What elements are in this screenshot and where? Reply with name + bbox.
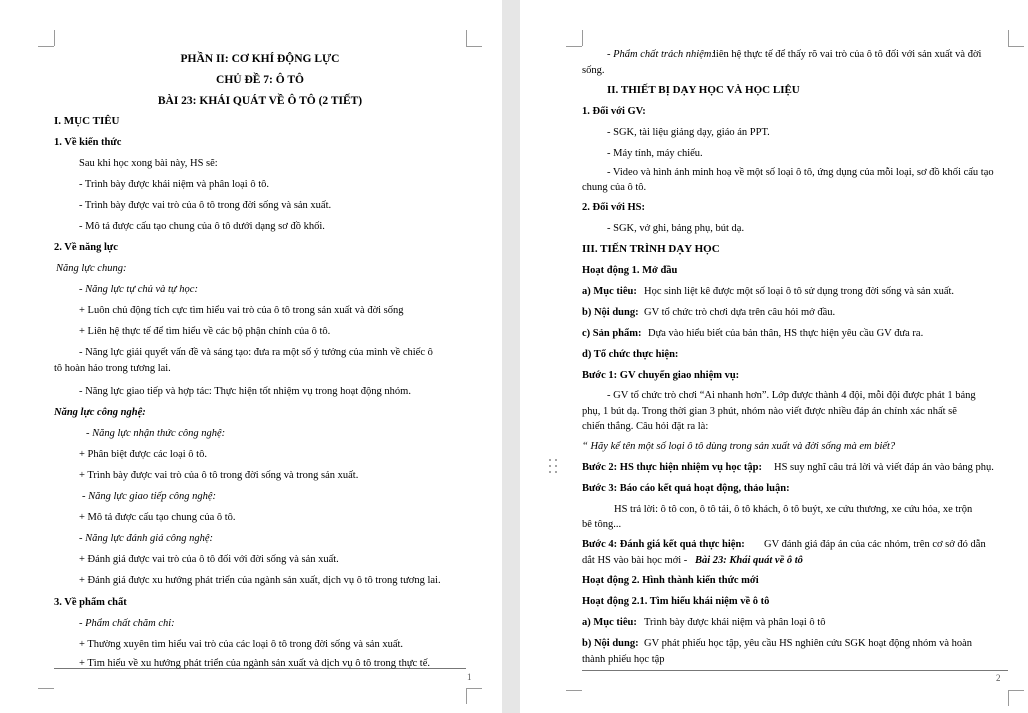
text-line: chung của ô tô.: [582, 182, 647, 193]
page-number: 2: [996, 673, 1001, 683]
text-line: + Đánh giá được xu hướng phát triển của ngành sản xuất, dịch vụ ô tô trong tương lai.: [79, 575, 441, 586]
crop-mark-top-right-h: [466, 30, 467, 46]
text-line: - Năng lực giao tiếp công nghệ:: [82, 491, 217, 502]
text-line: - Mô tả được cấu tạo chung của ô tô dưới dạng sơ đồ khối.: [79, 221, 325, 232]
text-line: - Năng lực giải quyết vấn đề và sáng tạo: đưa ra một số ý tưởng của mình về chiếc ô: [79, 347, 433, 358]
text-line: 2. Đối với HS:: [582, 202, 645, 213]
crop-mark-bottom-right-h: [1008, 690, 1024, 691]
crop-mark-bottom-right-v: [466, 688, 467, 704]
footer-rule: [582, 670, 1008, 671]
text-line: dắt HS vào bài học mới -: [582, 555, 688, 566]
text-line: - Năng lực tự chủ và tự học:: [79, 284, 198, 295]
text-line: III. TIẾN TRÌNH DẠY HỌC: [582, 243, 720, 255]
text-line: a) Mục tiêu:: [582, 617, 637, 628]
text-line: - Video và hình ảnh minh hoạ về một số loại ô tô, ứng dụng của mỗi loại, sơ đồ khối cấu tạo: [607, 167, 994, 178]
crop-mark-bottom-left-h: [566, 690, 582, 691]
text-line: + Trình bày được vai trò của ô tô trong đời sống và trong sản xuất.: [79, 470, 359, 481]
crop-mark-top-right-v: [466, 46, 482, 47]
crop-mark-bottom-right-h: [466, 688, 482, 689]
text-line: a) Mục tiêu:: [582, 286, 637, 297]
page-number: 1: [467, 672, 472, 682]
text-line: Trình bày được khái niệm và phân loại ô tô: [644, 617, 826, 628]
text-line: Bước 1: GV chuyển giao nhiệm vụ:: [582, 370, 740, 381]
text-line: - Máy tính, máy chiếu.: [607, 148, 703, 159]
text-line: + Mô tả được cấu tạo chung của ô tô.: [79, 512, 236, 523]
text-line: thành phiếu học tập: [582, 654, 665, 665]
crop-mark-top-left-h: [582, 30, 583, 46]
text-line: + Liên hệ thực tế để tìm hiểu về các bộ phận chính của ô tô.: [79, 326, 331, 337]
crop-mark-top-left-h: [54, 30, 55, 46]
text-line: 1. Đối với GV:: [582, 106, 646, 117]
text-line: b) Nội dung:: [582, 307, 639, 318]
drag-handle-icon[interactable]: [549, 459, 559, 475]
text-line: HS suy nghĩ câu trả lời và viết đáp án vào bảng phụ.: [774, 462, 994, 473]
text-line: 2. Về năng lực: [54, 242, 118, 253]
text-line: GV tổ chức trò chơi dựa trên câu hỏi mở đầu.: [644, 307, 836, 318]
text-line: Sau khi học xong bài này, HS sẽ:: [79, 158, 218, 169]
text-line: Hoạt động 1. Mở đầu: [582, 265, 678, 276]
text-line: - Phẩm chất trách nhiệm:: [607, 49, 715, 60]
text-line: Bước 2: HS thực hiện nhiệm vụ học tập:: [582, 462, 763, 473]
text-line: + Phân biệt được các loại ô tô.: [79, 449, 207, 460]
crop-mark-top-right-h: [1008, 30, 1009, 46]
text-line: + Luôn chủ động tích cực tìm hiểu vai trò của ô tô trong sản xuất và đời sống: [79, 305, 404, 316]
text-line: PHẦN II: CƠ KHÍ ĐỘNG LỰC: [180, 53, 340, 65]
text-line: - Năng lực nhận thức công nghệ:: [86, 428, 226, 439]
text-line: Hoạt động 2.1. Tìm hiểu khái niệm về ô tô: [582, 596, 770, 607]
text-line: c) Sản phẩm:: [582, 328, 642, 339]
text-line: GV đánh giá đáp án của các nhóm, trên cơ sở đó dẫn: [764, 539, 986, 550]
text-line: liên hệ thực tế để thấy rõ vai trò của ô tô đối với sản xuất và đời: [713, 49, 982, 60]
document-page-1[interactable]: [0, 0, 502, 713]
text-line: - Năng lực đánh giá công nghệ:: [79, 533, 214, 544]
text-line: - SGK, vở ghi, bảng phụ, bút dạ.: [607, 223, 745, 234]
text-line: 1. Về kiến thức: [54, 137, 122, 148]
crop-mark-top-right-v: [1008, 46, 1024, 47]
text-line: “ Hãy kể tên một số loại ô tô dùng trong sản xuất và đời sống mà em biết?: [582, 441, 896, 452]
text-line: HS trả lời: ô tô con, ô tô tải, ô tô khách, ô tô buýt, xe cứu thương, xe cứu hỏa, xe trộn: [614, 504, 973, 515]
text-line: + Đánh giá được vai trò của ô tô đối với đời sống và sản xuất.: [79, 554, 339, 565]
text-line: b) Nội dung:: [582, 638, 639, 649]
text-line: - Năng lực giao tiếp và hợp tác: Thực hiện tốt nhiệm vụ trong hoạt động nhóm.: [79, 386, 411, 397]
text-line: Dựa vào hiểu biết của bản thân, HS thực hiện yêu cầu GV đưa ra.: [648, 328, 924, 339]
text-line: Bài 23: Khái quát về ô tô: [695, 555, 803, 566]
crop-mark-top-left-v: [566, 46, 582, 47]
text-line: I. MỤC TIÊU: [54, 115, 120, 127]
crop-mark-top-left-v: [38, 46, 54, 47]
text-line: - GV tổ chức trò chơi “Ai nhanh hơn”. Lớp được thành 4 đội, mỗi đội được phát 1 bảng: [607, 390, 976, 401]
text-line: Học sinh liệt kê được một số loại ô tô sử dụng trong đời sống và sản xuất.: [644, 286, 955, 297]
text-line: Hoạt động 2. Hình thành kiến thức mới: [582, 575, 759, 586]
crop-mark-bottom-left-h: [38, 688, 54, 689]
text-line: CHỦ ĐỀ 7: Ô TÔ: [216, 74, 304, 86]
text-line: - Trình bày được khái niệm và phân loại ô tô.: [79, 179, 270, 190]
text-line: Bước 3: Báo cáo kết quả hoạt động, thảo luận:: [582, 483, 790, 494]
text-line: GV phát phiếu học tập, yêu cầu HS nghiên cứu SGK hoạt động nhóm và hoàn: [644, 638, 973, 649]
text-line: bê tông...: [582, 519, 622, 530]
text-line: Năng lực công nghệ:: [54, 407, 146, 418]
text-line: - Trình bày được vai trò của ô tô trong đời sống và sản xuất.: [79, 200, 332, 211]
text-line: Năng lực chung:: [56, 263, 127, 274]
text-line: chiến thắng. Câu hỏi đặt ra là:: [582, 421, 709, 432]
document-page-2[interactable]: [520, 0, 1028, 713]
text-line: d) Tổ chức thực hiện:: [582, 349, 679, 360]
text-line: BÀI 23: KHÁI QUÁT VỀ Ô TÔ (2 TIẾT): [157, 95, 363, 107]
text-line: 3. Về phẩm chất: [54, 597, 127, 608]
text-line: phụ, 1 bút dạ. Trong thời gian 3 phút, nhóm nào viết được nhiều đáp án chính xác nhất sẽ: [582, 406, 957, 417]
text-line: + Tìm hiểu về xu hướng phát triển của ngành sản xuất và dịch vụ ô tô trong thực tế.: [79, 658, 431, 669]
crop-mark-bottom-right-v: [1008, 690, 1009, 706]
text-line: - Phẩm chất chăm chỉ:: [79, 618, 175, 629]
text-line: sống.: [582, 65, 605, 76]
text-line: - SGK, tài liệu giảng dạy, giáo án PPT.: [607, 127, 770, 138]
text-line: Bước 4: Đánh giá kết quả thực hiện:: [582, 539, 745, 550]
text-line: tô hoàn hảo trong tương lai.: [54, 363, 171, 374]
text-line: II. THIẾT BỊ DẠY HỌC VÀ HỌC LIỆU: [607, 84, 800, 96]
text-line: + Thường xuyên tìm hiểu vai trò của các loại ô tô trong đời sống và sản xuất.: [79, 639, 404, 650]
